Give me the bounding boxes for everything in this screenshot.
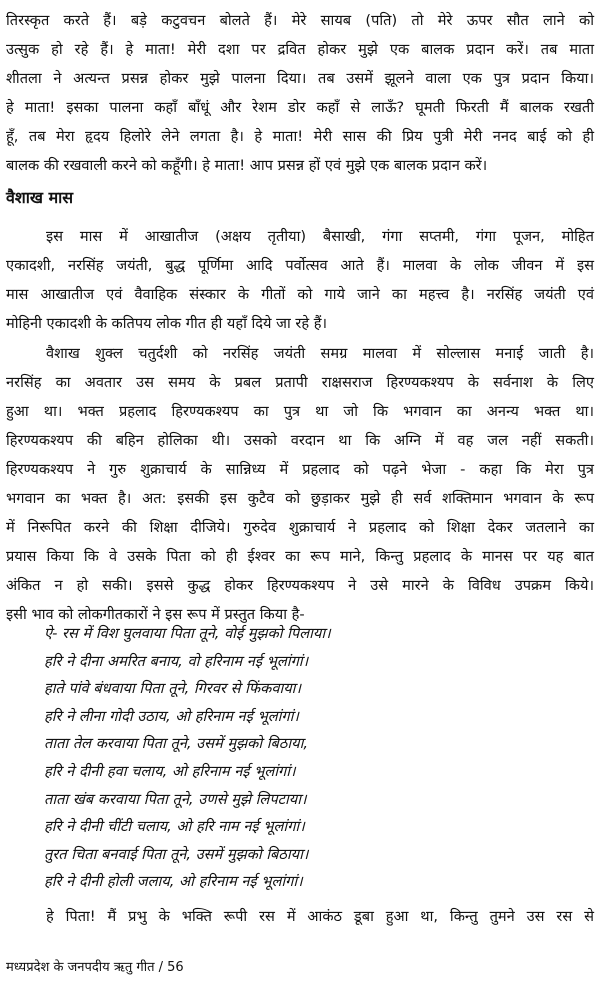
text-line: वैशाख शुक्ल चतुर्दशी को नरसिंह जयंती समग्र मालवा में सोल्लास मनाई जाती है। <box>46 345 594 362</box>
paragraph-2 <box>6 339 594 629</box>
text-line: शीतला ने अत्यन्त प्रसन्न होकर मुझे पालना दिया। तब उसमें झूलने वाला एक पुत्र प्रदान किया। <box>6 70 594 87</box>
verse-line: हरि ने दीनी हवा चलाय, ओ हरिनाम नई भूलांगां। <box>44 762 296 780</box>
text-line: में निरूपित करने की शिक्षा दीजिये। गुरुदेव शुक्राचार्य ने प्रहलाद को शिक्षा देकर जतलाने का <box>6 519 594 536</box>
paragraph-1 <box>6 222 594 338</box>
verse-line: ताता तेल करवाया पिता तूने, उसमें मुझको बिठाया, <box>44 735 309 753</box>
text-line: बालक की रखवाली करने को कहूँगी। हे माता! आप प्रसन्न हों एवं मुझे एक बालक प्रदान करें। <box>6 157 488 174</box>
text-line: भगवान का भक्त है। अत: इसकी इस कुटैव को छुड़ाकर मुझे ही सर्व शक्तिमान भगवान के रूप <box>6 490 594 507</box>
text-line: हे माता! इसका पालना कहाँ बाँधूं और रेशम डोर कहाँ से लाऊँ? घूमती फिरती मैं बालक रखती <box>6 99 594 116</box>
text-line: एकादशी, नरसिंह जयंती, बुद्ध पूर्णिमा आदि पर्वोत्सव आते हैं। मालवा के लोक जीवन में इस <box>6 257 594 274</box>
page-footer: मध्यप्रदेश के जनपदीय ऋतु गीत / 56 <box>6 960 184 975</box>
text-line: उत्सुक हो रहे हैं। हे माता! मेरी दशा पर द्रवित होकर मुझे एक बालक प्रदान करें। तब माता <box>6 41 594 58</box>
text-line: इस मास में आखातीज (अक्षय तृतीया) बैसाखी, गंगा सप्तमी, गंगा पूजन, मोहित <box>46 228 594 245</box>
text-line: इसी भाव को लोकगीतकारों ने इस रूप में प्रस्तुत किया है- <box>6 606 305 623</box>
text-line: तिरस्कृत करते हैं। बड़े कटुवचन बोलते हैं। मेरे सायब (पति) तो मेरे ऊपर सौत लाने को <box>6 12 594 29</box>
verse-line: हरि ने दीनी होली जलाय, ओ हरिनाम नई भूलांगां। <box>44 873 303 891</box>
text-line: मास आखातीज एवं वैवाहिक संस्कार के गीतों को गाये जाने का महत्त्व है। नरसिंह जयंती एवं <box>6 286 594 303</box>
text-line: अंकित न हो सकी। इससे कुद्ध होकर हिरण्यकश्यप ने उसे मारने के विविध उपक्रम किये। <box>6 577 594 594</box>
verse-line: हरि ने लीना गोदी उठाय, ओ हरिनाम नई भूलांगां। <box>44 707 299 725</box>
text-line: हिरण्यकश्यप ने गुरु शुक्राचार्य के सान्निध्य में प्रहलाद को पढ़ने भेजा - कहा कि मेरा पुत्र <box>6 461 594 478</box>
verse-line: हाते पांवे बंधवाया पिता तूने, गिरवर से फिंकवाया। <box>44 680 301 698</box>
text-line: नरसिंह का अवतार उस समय के प्रबल प्रतापी राक्षसराज हिरण्यकश्यप के सर्वनाश के लिए <box>6 374 594 391</box>
closing-paragraph <box>6 902 594 931</box>
text-line: प्रयास किया कि वे उसके पिता को ही ईश्वर का रूप माने, किन्तु प्रहलाद के मानस पर यह बात <box>6 548 594 565</box>
intro-paragraph <box>6 6 594 180</box>
section-heading: वैशाख मास <box>6 188 74 207</box>
verse-line: हरि ने दीना अमरित बनाय, वो हरिनाम नई भूलांगां। <box>44 652 309 670</box>
text-line: हुआ था। भक्त प्रहलाद हिरण्यकश्यप का पुत्र था जो कि भगवान का अनन्य भक्त था। <box>6 403 594 420</box>
verse-line: ऐ- रस में विश घुलवाया पिता तूने, वोई मुझको पिलाया। <box>44 625 331 642</box>
text-line: हूँ, तब मेरा हृदय हिलोरे लेने लगता है। हे माता! मेरी सास की प्रिय पुत्री मेरी ननद बाई को ही <box>6 128 594 145</box>
text-line: मोहिनी एकादशी के कतिपय लोक गीत ही यहाँ दिये जा रहे हैं। <box>6 315 328 332</box>
verse-line: तुरत चिता बनवाई पिता तूने, उसमें मुझको बिठाया। <box>44 845 309 863</box>
folk-song-verses <box>44 620 331 896</box>
text-line: हिरण्यकश्यप की बहिन होलिका थी। उसको वरदान था कि अग्नि में वह जल नहीं सकती। <box>6 432 594 449</box>
verse-line: ताता खंब करवाया पिता तूने, उणसे मुझे लिपटाया। <box>44 790 307 808</box>
text-line: हे पिता! मैं प्रभु के भक्ति रूपी रस में आकंठ डूबा हुआ था, किन्तु तुमने उस रस से <box>46 908 594 925</box>
verse-line: हरि ने दीनी चींटी चलाय, ओ हरि नाम नई भूलांगां। <box>44 818 305 836</box>
